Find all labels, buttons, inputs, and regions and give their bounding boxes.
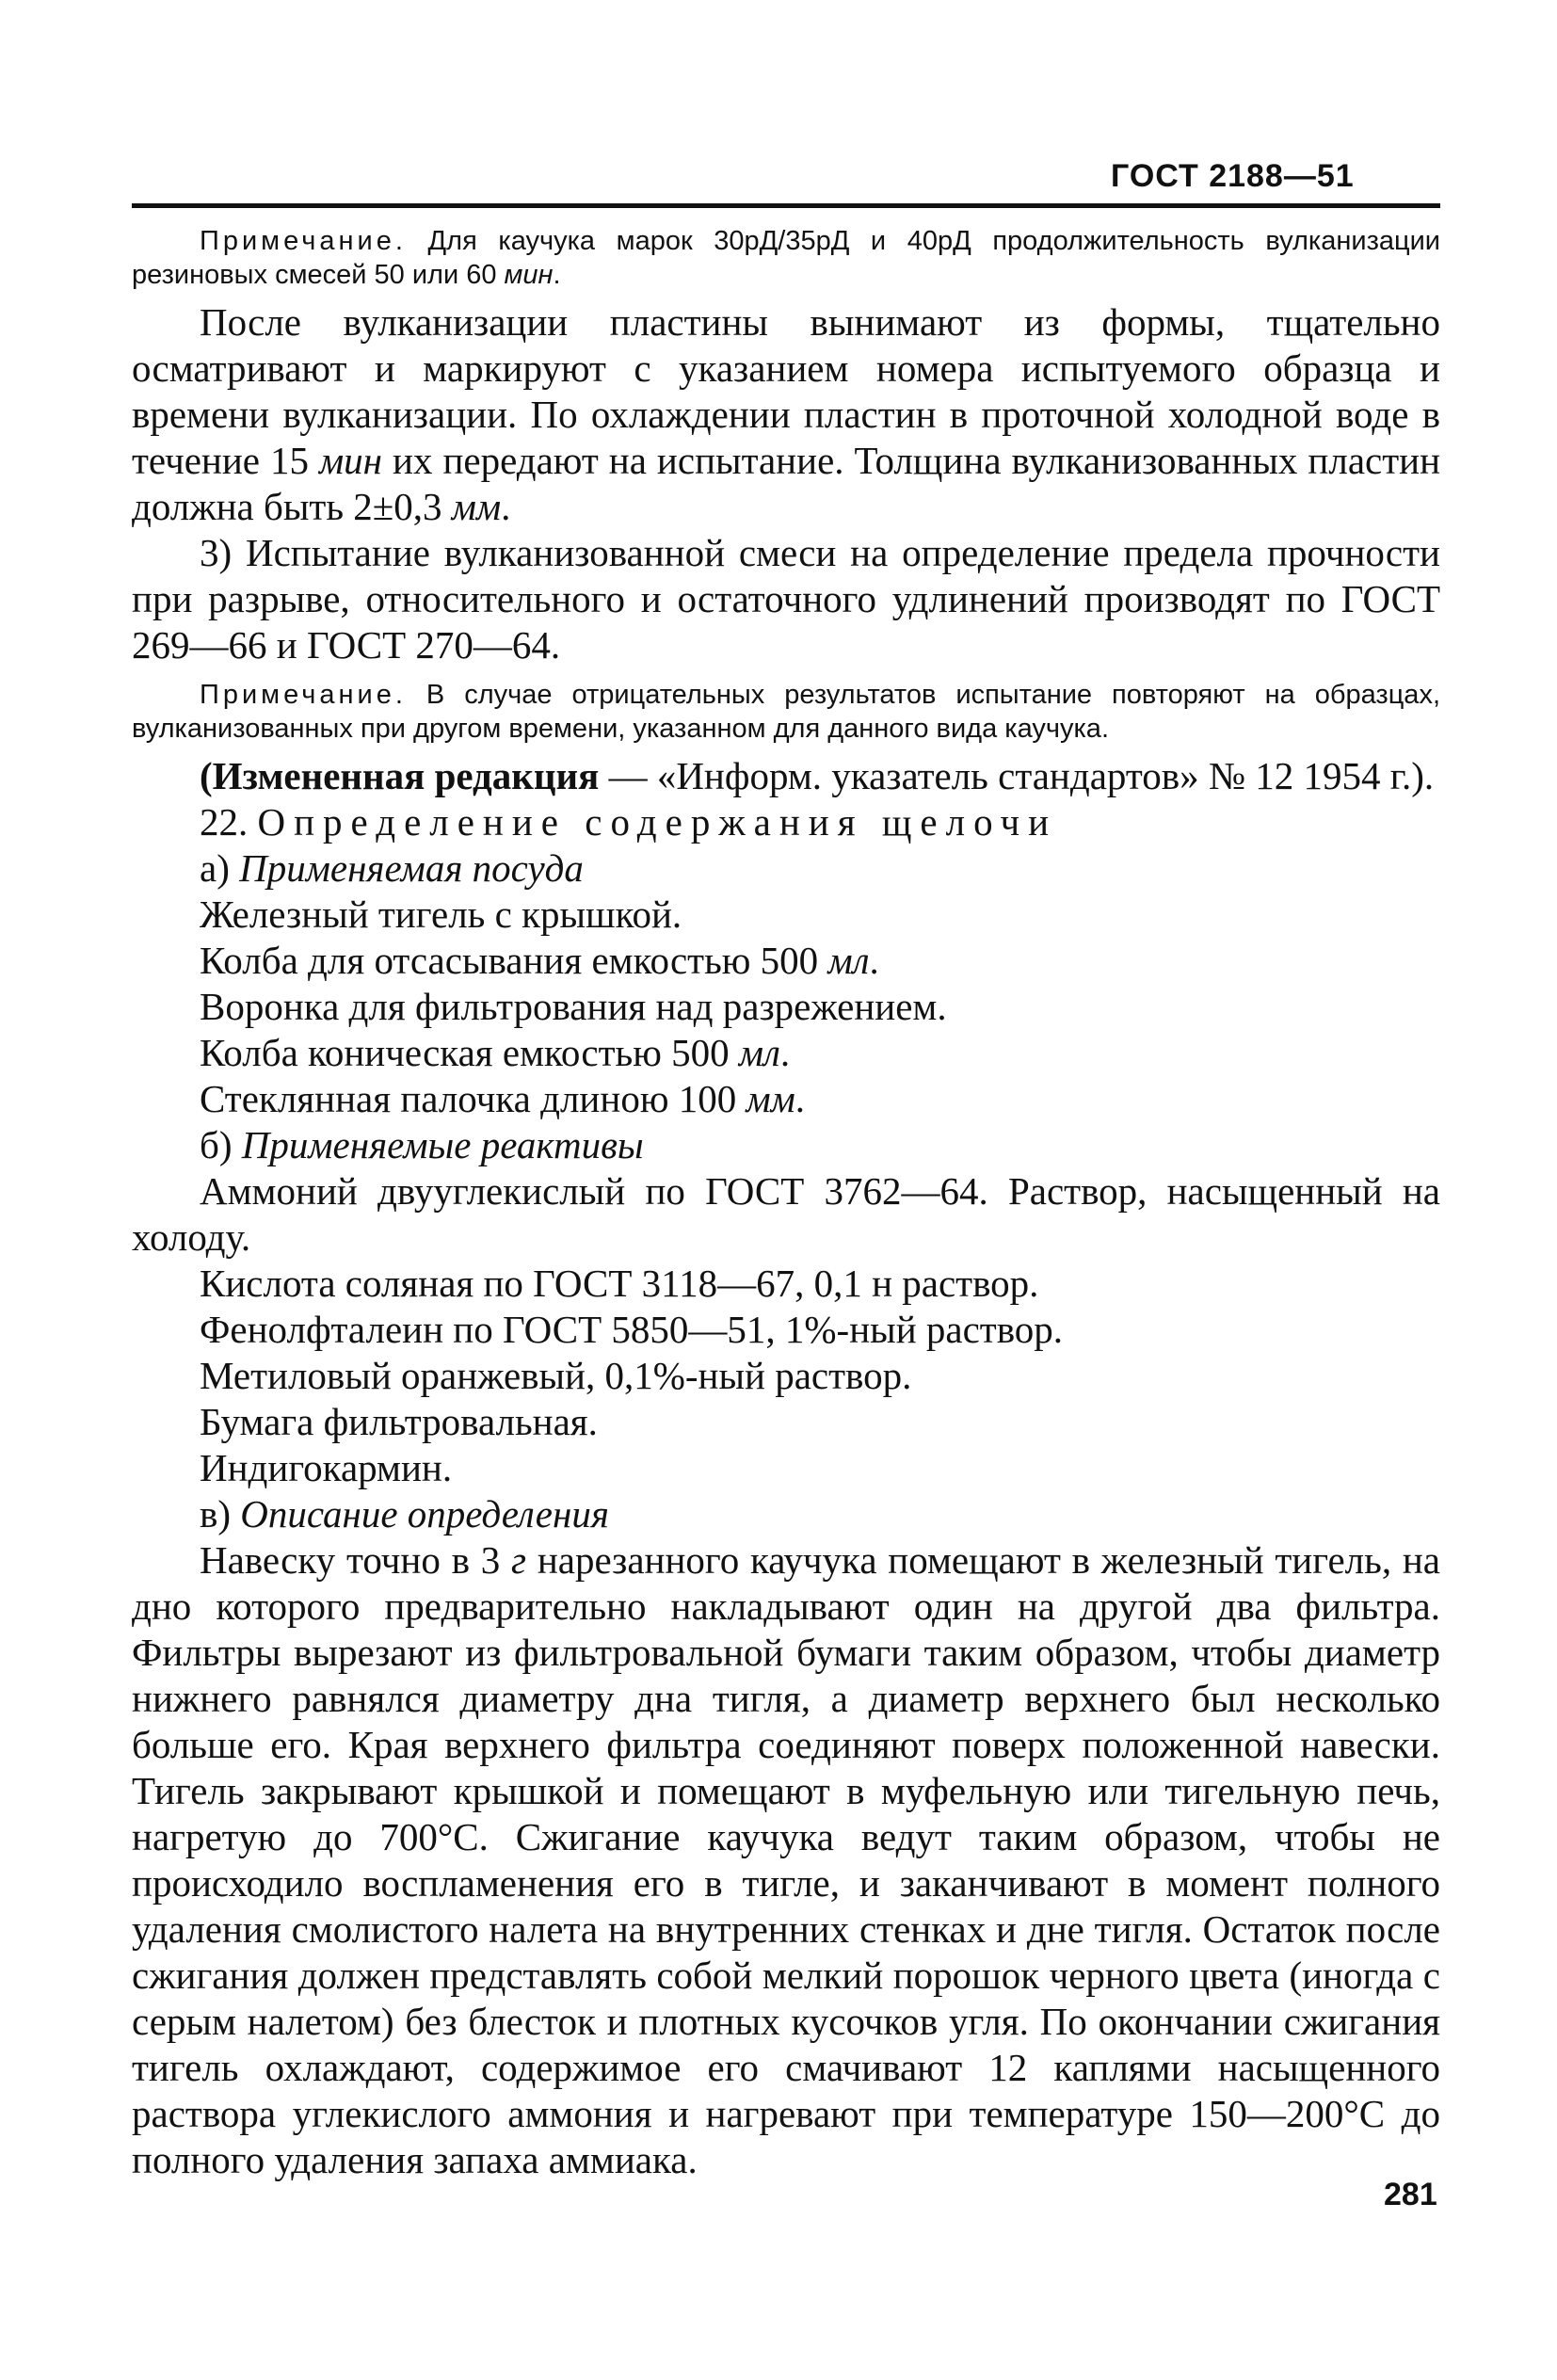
page-header-title: ГОСТ 2188—51 <box>1111 158 1355 194</box>
subsection-prefix: а) <box>200 846 230 890</box>
subsection-heading-description <box>132 1491 1440 1537</box>
equipment-item: Воронка для фильтрования над разрежением. <box>200 985 947 1028</box>
note-vulcanization-time <box>132 224 1440 292</box>
page-content <box>132 224 1440 2183</box>
reagent-item: Метиловый оранжевый, 0,1%-ный раствор. <box>200 1354 912 1397</box>
reagent-item: Бумага фильтровальная. <box>200 1400 598 1443</box>
subsection-title: Применяемые реактивы <box>241 1123 644 1166</box>
note-label: Примечание. <box>200 226 407 256</box>
unit-min: мин <box>319 439 383 482</box>
paragraph-text: их передают на испытание. Толщина вулканизованных пластин должна быть 2±0,3 <box>132 439 1441 528</box>
equipment-item-text: Колба коническая емкостью 500 <box>200 1031 730 1074</box>
subsection-heading-equipment <box>132 845 1440 892</box>
subsection-title: Описание определения <box>240 1492 609 1536</box>
subsection-prefix: в) <box>200 1492 232 1536</box>
equipment-item-text: Колба для отсасывания емкостью 500 <box>200 939 819 982</box>
unit-ml: мл <box>827 939 870 982</box>
paragraph-vulcanization <box>132 299 1440 530</box>
note-end: . <box>553 260 561 290</box>
unit-g: г <box>511 1538 527 1582</box>
unit-min: мин <box>504 260 554 290</box>
reagent-item: Кислота соляная по ГОСТ 3118—67, 0,1 н раствор. <box>200 1262 1039 1305</box>
equipment-item: Железный тигель с крышкой. <box>200 892 682 936</box>
subsection-title: Применяемая посуда <box>239 846 584 890</box>
amendment-note <box>132 753 1440 799</box>
paragraph-testing: 3) Испытание вулканизованной смеси на определение предела прочности при разрыве, относительного и остаточного удлинений производят по ГОСТ 269—66 и ГОСТ 270—64. <box>132 531 1440 667</box>
equipment-item: Колба коническая емкостью 500 мл. <box>200 1031 791 1074</box>
note-repeat-test <box>132 678 1440 746</box>
equipment-item: Колба для отсасывания емкостью 500 мл. <box>200 939 879 982</box>
subsection-heading-reagents <box>132 1122 1440 1168</box>
section-heading <box>132 799 1440 845</box>
note-text: Для каучука марок 30рД/35рД и 40рД продолжительность вулканизации резиновых смесей 50 или 60 <box>132 226 1441 290</box>
subsection-prefix: б) <box>200 1123 233 1166</box>
reagent-item: Фенолфталеин по ГОСТ 5850—51, 1%-ный раствор. <box>200 1308 1064 1351</box>
header-rule <box>132 203 1440 208</box>
amendment-text: — «Информ. указатель стандартов» № 12 1954 г.). <box>608 754 1435 797</box>
reagent-item: Индигокармин. <box>200 1446 453 1489</box>
unit-mm: мм <box>451 485 502 528</box>
paragraph-text: После вулканизации пластины вынимают из формы, тщательно осматривают и маркируют с указанием номера испытуемого образца и времени вулканизации. По охлаждении пластин в проточной холодной воде в течение 15 <box>132 300 1440 482</box>
equipment-item: Стеклянная палочка длиною 100 мм. <box>200 1077 806 1120</box>
procedure-text: Навеску точно в 3 <box>200 1538 501 1582</box>
paragraph-end: . <box>501 485 511 528</box>
note-text: В случае отрицательных результатов испытание повторяют на образцах, вулканизованных при другом времени, указанном для данного вида каучука. <box>132 680 1440 744</box>
unit-mm: мм <box>746 1077 795 1120</box>
procedure-text: нарезанного каучука помещают в железный тигель, на дно которого предварительно накладывают один на другой два фильтра. Фильтры вырезают из фильтровальной бумаги таким образом, чтобы диаметр нижнего равнялся диаметру дна тигля, а диаметр верхнего был несколько больше его. Края верхнего фильтра соединяют поверх положенной навески. Тигель закрывают крышкой и помещают в муфельную или тигельную печь, нагретую до 700°С. Сжигание каучука ведут таким образом, чтобы не происходило воспламенения его в тигле, и заканчивают в момент полного удаления смолистого налета на внутренних стенках и дне тигля. Остаток после сжигания должен представлять собой мелкий порошок черного цвета (иногда с серым налетом) без блесток и плотных кусочков угля. По окончании сжигания тигель охлаждают, содержимое его смачивают 12 каплями насыщенного раствора углекислого аммония и нагревают при температуре 150—200°С до полного удаления запаха аммиака. <box>132 1538 1441 2181</box>
page-number: 281 <box>1384 2177 1437 2212</box>
paragraph-procedure <box>132 1537 1440 2183</box>
unit-ml: мл <box>738 1031 780 1074</box>
section-title: Определение содержания щелочи <box>257 800 1058 844</box>
section-number: 22. <box>200 800 249 844</box>
equipment-item-text: Стеклянная палочка длиною 100 <box>200 1077 737 1120</box>
amendment-bold: (Измененная редакция <box>200 754 600 797</box>
note-label: Примечание. <box>200 680 407 710</box>
reagent-item: Аммоний двууглекислый по ГОСТ 3762—64. Раствор, насыщенный на холоду. <box>132 1169 1440 1259</box>
